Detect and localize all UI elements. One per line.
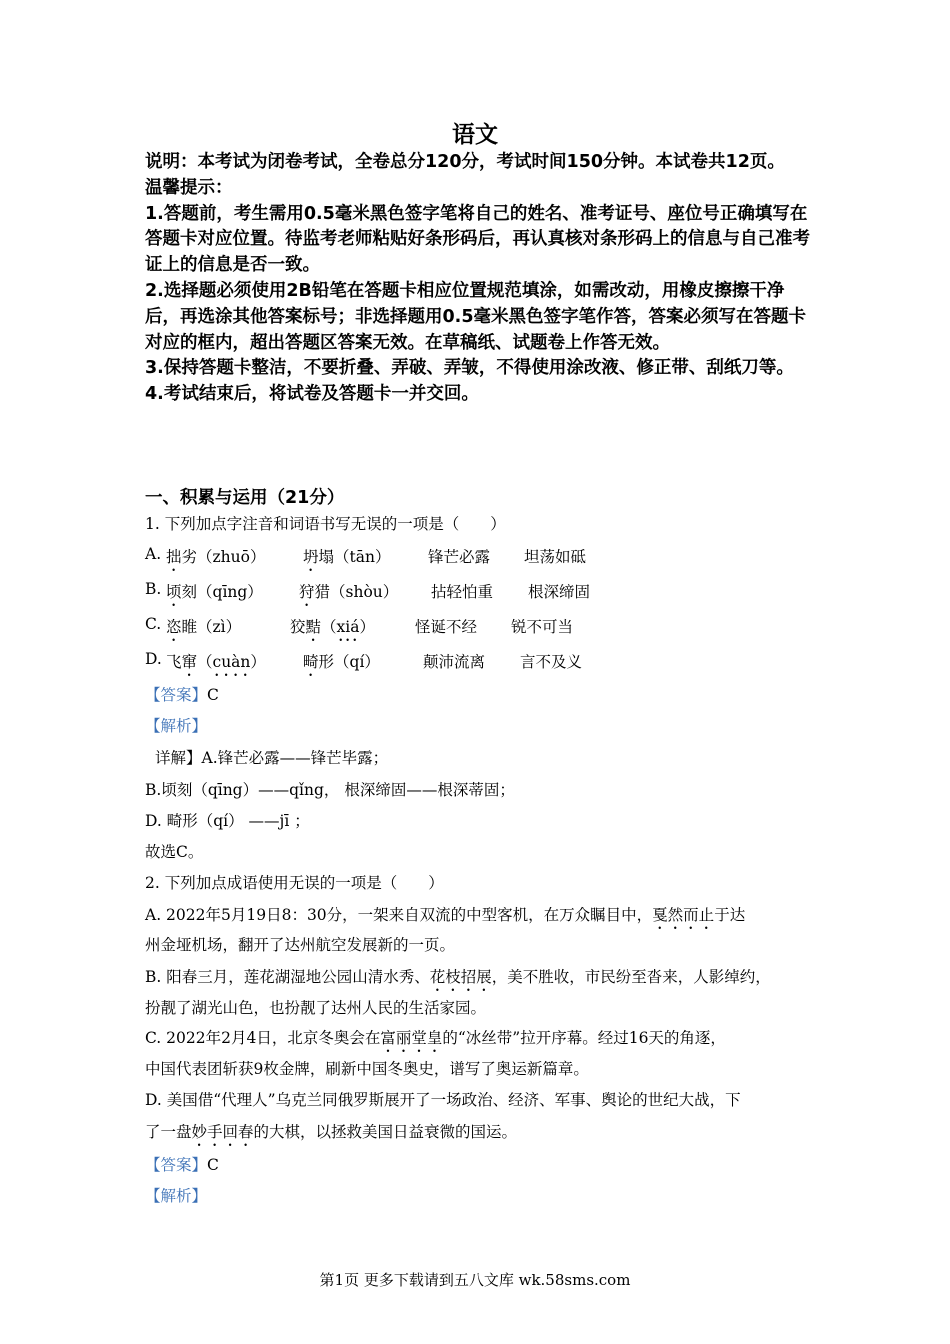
- option-word-4: 言不及义: [520, 653, 583, 671]
- option-word-4: 坦荡如砥: [524, 548, 587, 566]
- question-2-answer: [145, 1153, 219, 1175]
- notice-paragraph: 2.选择题必须使用2B铅笔在答题卡相应位置规范填涂，如需改动，用橡皮擦擦干净后，再选涂其他答案标号；非选择题用0.5毫米黑色签字笔作答，答案必须写在答题卡对应的框内，超出答题区答案无效。在草稿纸、试题卷上作答无效。: [145, 280, 806, 353]
- dotted-idiom: 戛然而止: [652, 906, 715, 924]
- option-label: C.: [145, 615, 162, 633]
- notice-paragraph: 温馨提示：: [145, 177, 233, 198]
- dotted-char: 畸: [303, 653, 319, 671]
- question-1-answer: [145, 683, 219, 705]
- answer-tag: 【答案】: [145, 686, 208, 704]
- question-2-option-a-line: 州金垭机场，翻开了达州航空发展新的一页。: [145, 936, 456, 954]
- option-word-2: 狡黠（xiá）: [290, 618, 375, 636]
- question-2-option-a-line: A. 2022年5月19日8：30分，一架来自双流的中型客机，在万众瞩目中，戛然而止于达: [145, 906, 746, 924]
- question-2-option-d-line: 了一盘妙手回春的大棋，以拯救美国日益衰微的国运。: [145, 1123, 518, 1141]
- section-heading: 一、积累与运用（21分）: [145, 488, 345, 508]
- dotted-char: 窜（cuàn）: [181, 653, 266, 671]
- dotted-char: 拙: [166, 548, 182, 566]
- analysis-line: 故选C。: [145, 843, 204, 861]
- exam-notice: [145, 150, 810, 408]
- page-title: 语文: [452, 122, 498, 148]
- dotted-idiom: 花枝招展: [429, 968, 492, 986]
- dotted-char: 顷: [166, 583, 182, 601]
- dotted-idiom: 富丽堂皇: [380, 1029, 443, 1047]
- question-2-analysis-tag: 【解析】: [145, 1187, 208, 1205]
- option-word-2: 坍塌（tān）: [303, 548, 391, 566]
- option-word-2: 畸形（qí）: [303, 653, 380, 671]
- page-footer: 第1页 更多下载请到五八文库 wk.58sms.com: [319, 1271, 631, 1289]
- dotted-char: 坍: [303, 548, 319, 566]
- dotted-idiom: 妙手回春: [191, 1123, 254, 1141]
- question-2-option-c-line: C. 2022年2月4日，北京冬奥会在富丽堂皇的“冰丝带”拉开序幕。经过16天的角逐，: [145, 1029, 726, 1047]
- dotted-char: 狩: [299, 583, 315, 601]
- option-word-3: 怪诞不经: [415, 618, 478, 636]
- option-word-3: 锋芒必露: [428, 548, 491, 566]
- question-1-analysis-tag: 【解析】: [145, 717, 208, 735]
- notice-paragraph: 3.保持答题卡整洁，不要折叠、弄破、弄皱，不得使用涂改液、修正带、刮纸刀等。: [145, 358, 794, 379]
- option-word-1: 拙劣（zhuō）: [166, 548, 266, 566]
- notice-paragraph: 4.考试结束后，将试卷及答题卡一并交回。: [145, 384, 479, 405]
- question-2-option-d-line: D. 美国借“代理人”乌克兰同俄罗斯展开了一场政治、经济、军事、舆论的世纪大战，下: [145, 1091, 741, 1109]
- question-1-stem: 1. 下列加点字注音和词语书写无误的一项是（ ）: [145, 515, 506, 533]
- question-2-option-c-line: 中国代表团斩获9枚金牌，刷新中国冬奥史，谱写了奥运新篇章。: [145, 1060, 589, 1078]
- analysis-line: 详解】A.锋芒必露——锋芒毕露；: [155, 749, 389, 767]
- option-word-3: 颠沛流离: [423, 653, 486, 671]
- option-word-4: 锐不可当: [511, 618, 574, 636]
- notice-paragraph: 说明：本考试为闭卷考试，全卷总分120分，考试时间150分钟。本试卷共12页。: [145, 152, 785, 172]
- analysis-line: B.顷刻（qīng）——qǐng， 根深缔固——根深蒂固；: [145, 781, 515, 799]
- answer-value: C: [207, 686, 219, 704]
- option-word-1: 恣睢（zì）: [166, 618, 242, 636]
- analysis-line: D. 畸形（qí） ——jī ；: [145, 812, 310, 830]
- answer-value: C: [207, 1156, 219, 1174]
- option-word-1: 飞窜（cuàn）: [166, 653, 266, 671]
- dotted-char: 恣: [166, 618, 182, 636]
- question-2-option-b-line: B. 阳春三月，莲花湖湿地公园山清水秀、花枝招展，美不胜收，市民纷至沓来，人影绰约，: [145, 968, 771, 986]
- option-word-3: 拈轻怕重: [431, 583, 494, 601]
- question-2-stem: 2. 下列加点成语使用无误的一项是（ ）: [145, 874, 444, 892]
- dotted-char: 黠（xiá）: [305, 618, 375, 636]
- option-word-1: 顷刻（qīng）: [166, 583, 263, 601]
- option-label: A.: [145, 545, 162, 563]
- option-label: B.: [145, 580, 162, 598]
- answer-tag: 【答案】: [145, 1156, 208, 1174]
- question-2-option-b-line: 扮靓了湖光山色，也扮靓了达州人民的生活家园。: [145, 999, 487, 1017]
- option-word-4: 根深缔固: [528, 583, 591, 601]
- notice-paragraph: 1.答题前，考生需用0.5毫米黑色签字笔将自己的姓名、准考证号、座位号正确填写在答题卡对应位置。待监考老师粘贴好条形码后，再认真核对条形码上的信息与自己准考证上的信息是否一致。: [145, 203, 810, 276]
- option-word-2: 狩猎（shòu）: [299, 583, 399, 601]
- option-label: D.: [145, 650, 162, 668]
